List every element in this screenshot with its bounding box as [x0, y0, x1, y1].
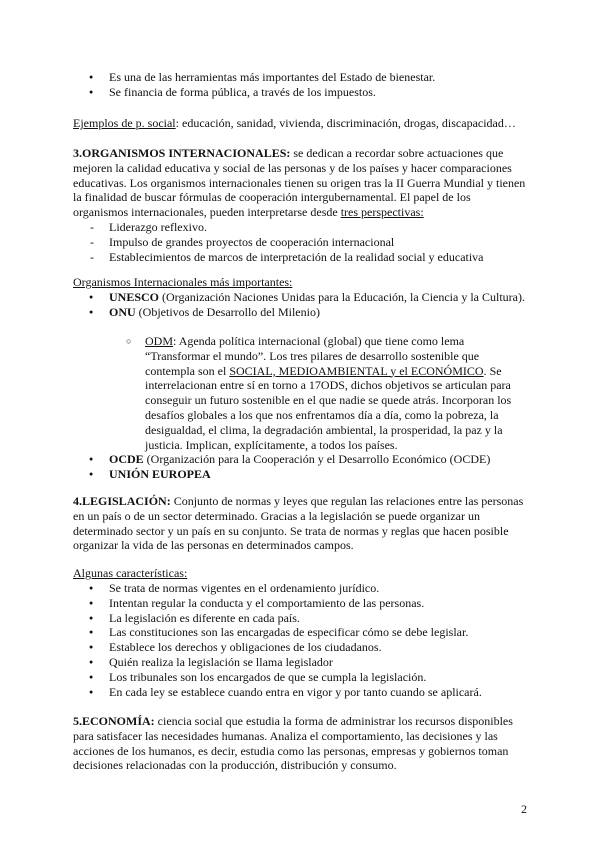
onu-name: ONU	[109, 304, 136, 319]
examples-text: : educación, sanidad, vivienda, discriminación, drogas, discapacidad…	[175, 116, 516, 130]
section-5-text: ciencia social que estudia la forma de administrar los recursos disponibles para satisfacer las necesidades humanas. Analiza el comportamiento, las decisiones y las acciones de los humanos, es decir, estudia como las personas, empresas y gobiernos toman decisiones relacionadas con la producción, distribución y consumo.	[73, 714, 513, 773]
organisms-list	[109, 290, 529, 320]
list-item: ● Es una de las herramientas más importantes del Estado de bienestar.	[109, 70, 529, 85]
list-item: ● Establece los derechos y obligaciones de los ciudadanos.	[109, 640, 529, 655]
ue-name: UNIÓN EUROPEA	[109, 466, 211, 481]
examples-paragraph	[73, 116, 528, 131]
list-item: - Liderazgo reflexivo.	[109, 220, 529, 235]
perspectives-list	[109, 220, 529, 264]
section-4-paragraph	[73, 494, 528, 553]
organisms-title-text: Organismos Internacionales más importantes:	[73, 275, 293, 289]
section-3-text: se dedican a recordar sobre actuaciones que mejoren la calidad educativa y social de las personas y de los países y hacer comparaciones educativas. Los organismos internacionales tienen su origen tras la II Guerra Mundial y tienen la finalidad de buscar fórmulas de cooperación intergubernamental. El papel de los organismos internacionales, pueden interpretarse desde	[73, 146, 526, 220]
unesco-name: UNESCO	[109, 290, 160, 304]
unesco-desc: (Organización Naciones Unidas para la Educación, la Ciencia y la Cultura).	[159, 290, 525, 304]
odm-label: ODM	[145, 334, 174, 348]
perspectives-link: tres perspectivas:	[340, 205, 424, 220]
onu-desc: (Objetivos de Desarrollo del Milenio)	[135, 304, 320, 319]
list-item: ● Las constituciones son las encargadas de especificar cómo se debe legislar.	[109, 625, 529, 640]
list-item: ● En cada ley se establece cuando entra en vigor y por tanto cuando se aplicará.	[109, 685, 529, 700]
features-title	[73, 566, 528, 581]
list-item: ● Se trata de normas vigentes en el ordenamiento jurídico.	[109, 581, 529, 596]
list-item-ue	[109, 467, 529, 482]
list-item: ● La legislación es diferente en cada país.	[109, 611, 529, 626]
list-item-unesco	[109, 290, 529, 305]
section-3-paragraph	[73, 146, 528, 220]
features-list	[109, 581, 529, 699]
organisms-title	[73, 275, 528, 290]
odm-text-2: . Se interrelacionan entre sí en torno a 17ODS, dichos objetivos se articulan para conseguir un futuro sostenible en el que nadie se quede atrás. Incorporan los desafíos globales a los que nos enfrentamos día a día, como la pobreza, la desigualdad, el clima, la degradación ambiental, la prosperidad, la paz y la justicia. Implican, explícitamente, a todos los países.	[145, 363, 512, 452]
section-4-text: Conjunto de normas y leyes que regulan las relaciones entre las personas en un país o de un sector determinado. Gracias a la legislación se puede organizar un determinado sector y un país en su conjunto. Se trata de normas y reglas que hacen posible organizar la vida de las personas en determinados campos.	[73, 494, 524, 553]
organisms-list-2	[109, 452, 529, 482]
page-number: 2	[521, 802, 527, 816]
list-item: ● Intentan regular la conducta y el comportamiento de las personas.	[109, 596, 529, 611]
section-4-heading: 4.LEGISLACIÓN:	[73, 494, 171, 508]
list-item-onu	[109, 305, 529, 320]
odm-text-1: : Agenda política internacional (global) que tiene como lema “Transformar el mundo”. Los tres pilares de desarrollo sostenible que contempla son el	[145, 334, 480, 378]
examples-label: Ejemplos de p. social	[73, 116, 176, 130]
features-title-text: Algunas características:	[73, 566, 188, 580]
list-item: - Impulso de grandes proyectos de cooperación internacional	[109, 235, 529, 250]
list-item: - Establecimientos de marcos de interpretación de la realidad social y educativa	[109, 250, 529, 265]
list-item-ocde	[109, 452, 529, 467]
ocde-name: OCDE	[109, 452, 144, 466]
section-3-heading: 3.ORGANISMOS INTERNACIONALES:	[73, 146, 291, 160]
ocde-desc: (Organización para la Cooperación y el Desarrollo Económico (OCDE)	[143, 452, 491, 466]
intro-bullet-list	[109, 70, 529, 100]
list-item: ● Se financia de forma pública, a través de los impuestos.	[109, 85, 529, 100]
odm-list	[145, 334, 529, 452]
section-5-heading: 5.ECONOMÍA:	[73, 714, 155, 728]
list-item: ● Quién realiza la legislación se llama legislador	[109, 655, 529, 670]
list-item-odm	[145, 334, 529, 452]
section-5-paragraph	[73, 714, 528, 773]
odm-pillars: SOCIAL, MEDIOAMBIENTAL y el ECONÓMICO	[229, 363, 484, 378]
list-item: ● Los tribunales son los encargados de que se cumpla la legislación.	[109, 670, 529, 685]
